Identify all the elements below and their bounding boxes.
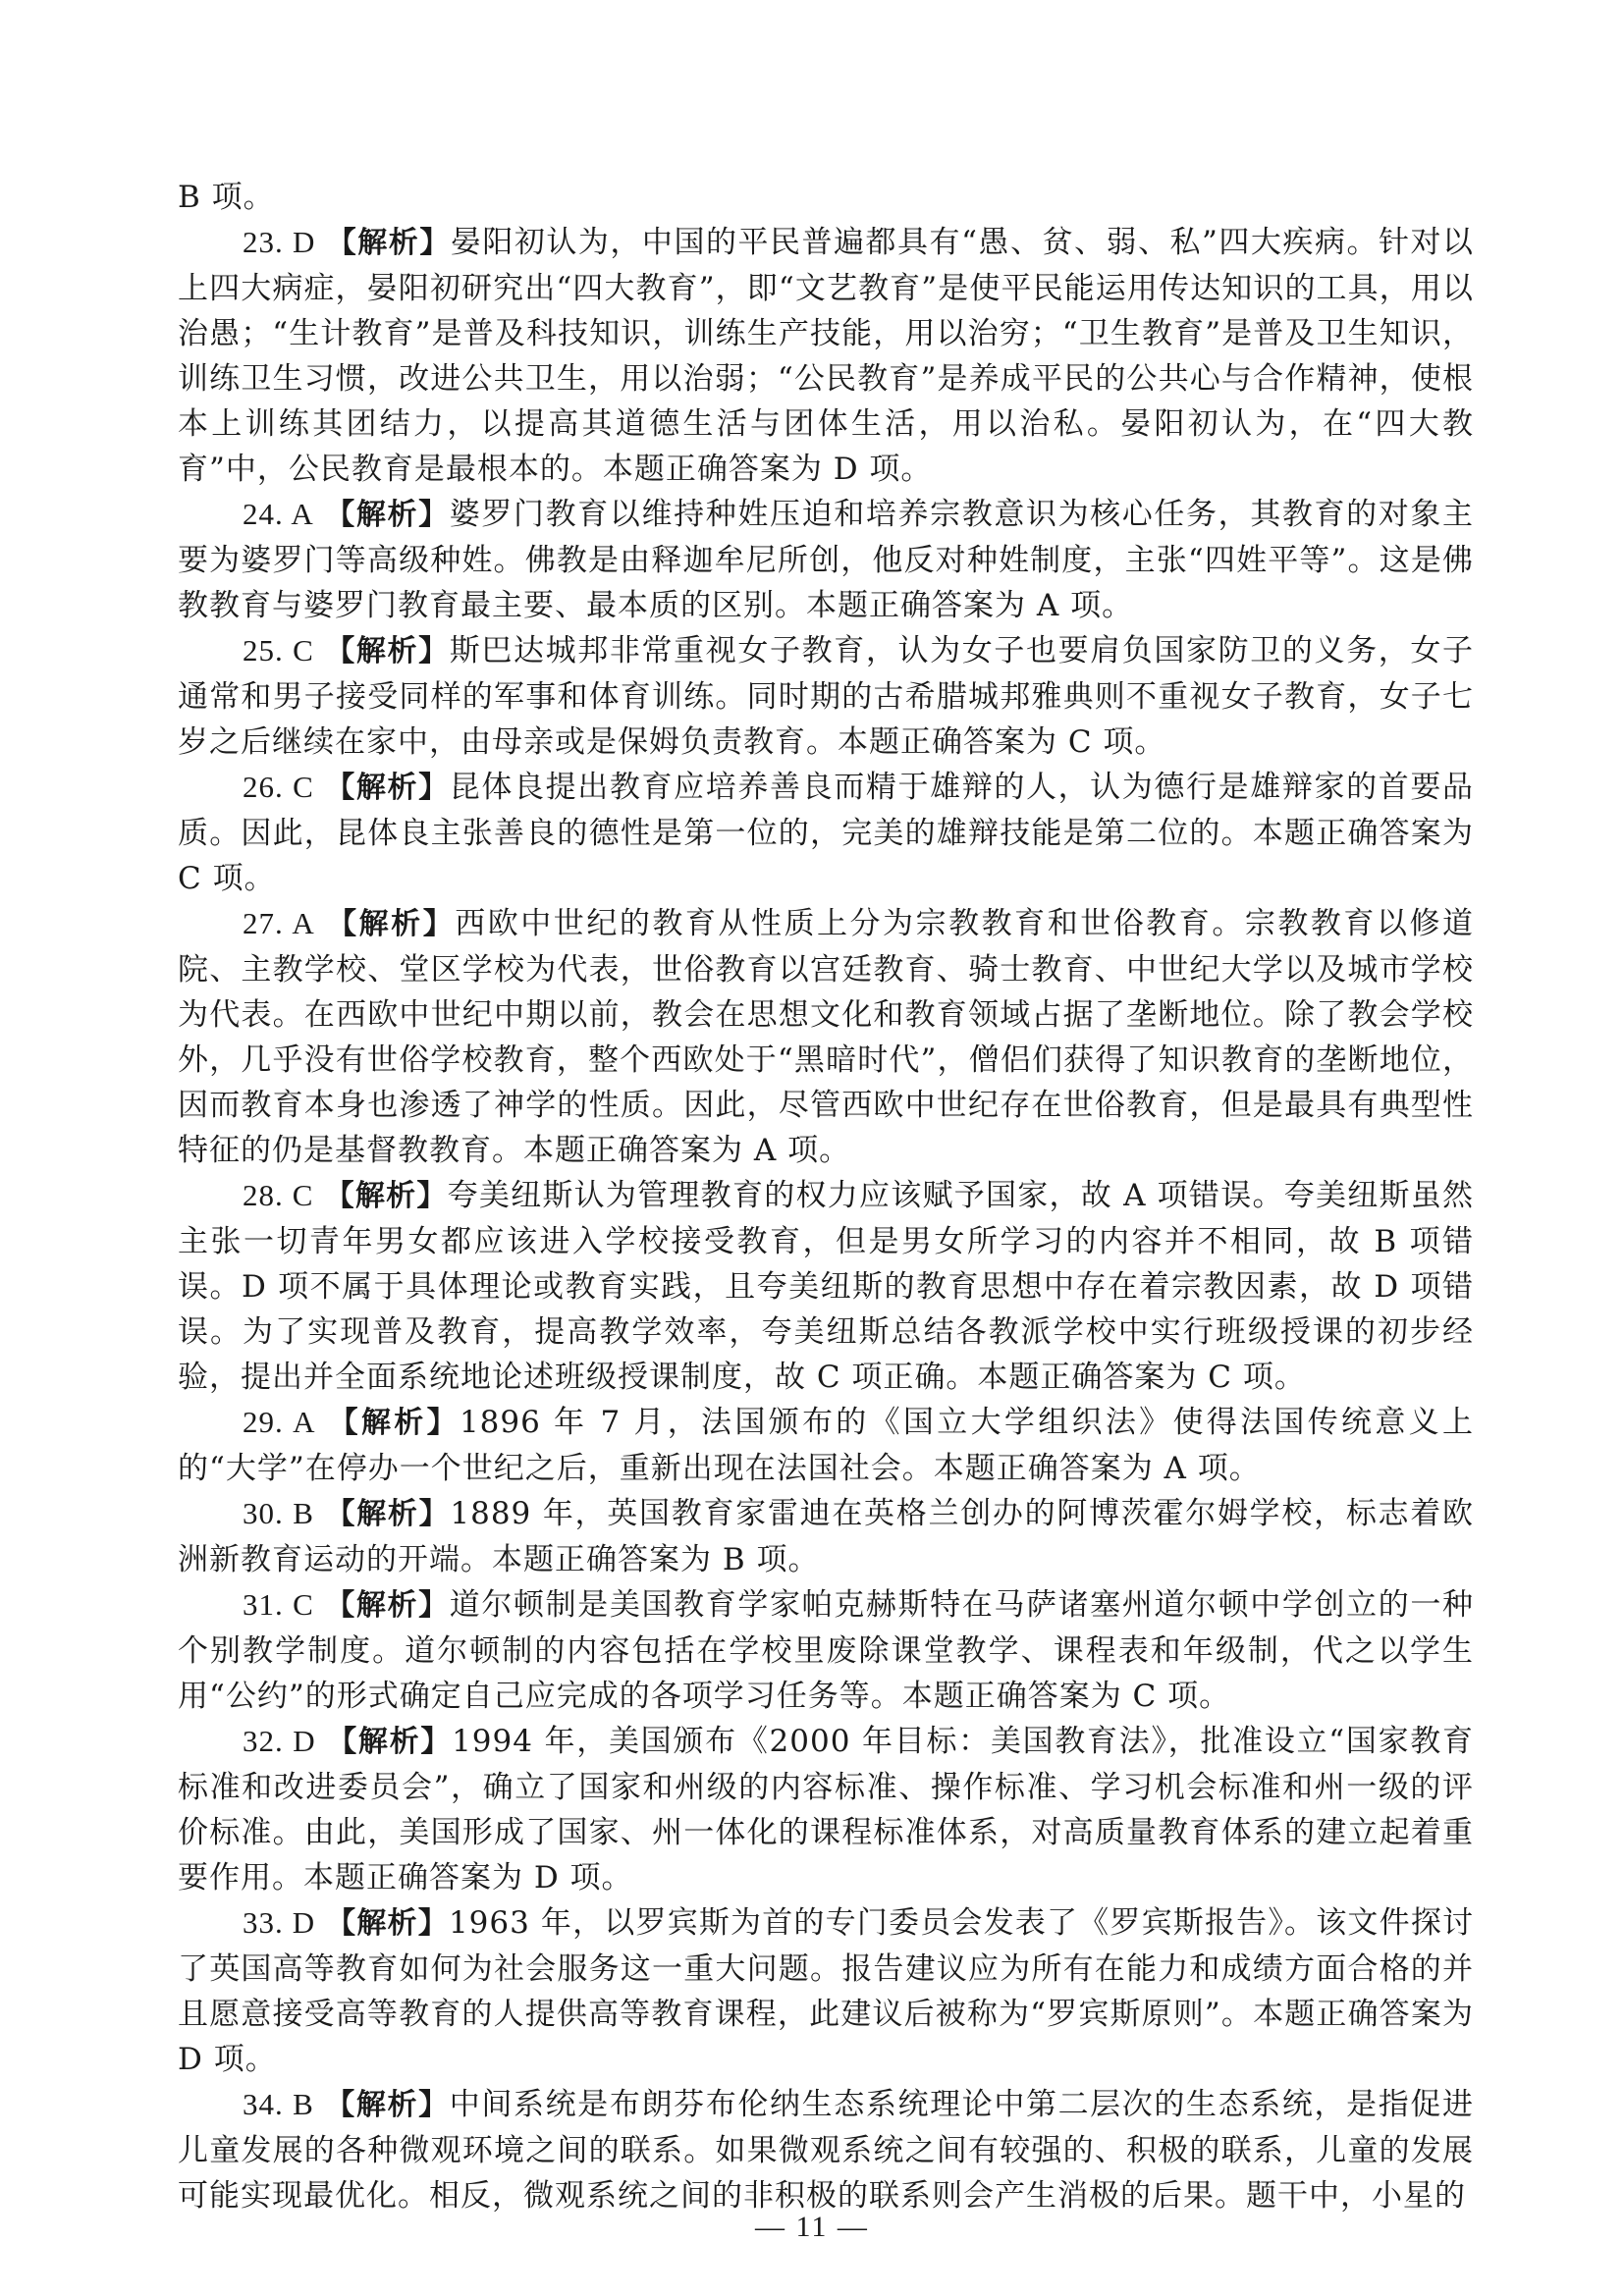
- analysis-tag: 【解析】: [324, 1179, 448, 1213]
- answer-item: [178, 1900, 1474, 2082]
- answer-number: 26. C: [243, 770, 314, 804]
- analysis-tag: 【解析】: [326, 1906, 449, 1941]
- analysis-tag: 【解析】: [325, 2088, 450, 2122]
- analysis-text: 道尔顿制是美国教育学家帕克赫斯特在马萨诸塞州道尔顿中学创立的一种个别教学制度。道尔顿制的内容包括在学校里废除课堂教学、课程表和年级制，代之以学生用“公约”的形式确定自己应完成的各项学习任务等。本题正确答案为 C 项。: [178, 1587, 1475, 1714]
- answer-number: 27. A: [243, 906, 315, 940]
- analysis-tag: 【解析】: [325, 498, 450, 532]
- answer-number: 33. D: [243, 1905, 316, 1940]
- analysis-text: 婆罗门教育以维持种姓压迫和培养宗教意识为核心任务，其教育的对象主要为婆罗门等高级种姓。佛教是由释迦牟尼所创，他反对种姓制度，主张“四姓平等”。这是佛教教育与婆罗门教育最主要、最本质的区别。本题正确答案为 A 项。: [178, 497, 1475, 623]
- analysis-tag: 【解析】: [327, 907, 456, 941]
- answer-number: 34. B: [243, 2087, 314, 2121]
- analysis-text: 1896 年 7 月，法国颁布的《国立大学组织法》使得法国传统意义上的“大学”在停办一个世纪之后，重新出现在法国社会。本题正确答案为 A 项。: [178, 1405, 1474, 1486]
- analysis-text: 中间系统是布朗芬布伦纳生态系统理论中第二层次的生态系统，是指促进儿童发展的各种微观环境之间的联系。如果微观系统之间有较强的、积极的联系，儿童的发展可能实现最优化。相反，微观系统之间的非积极的联系则会产生消极的后果。题干中，小星的: [178, 2087, 1475, 2214]
- analysis-tag: 【解析】: [325, 1588, 450, 1623]
- answer-item: [178, 2082, 1474, 2218]
- answer-item: [178, 1400, 1474, 1491]
- answer-number: 32. D: [243, 1724, 316, 1758]
- answer-number: 29. A: [243, 1405, 316, 1439]
- answer-item: [178, 901, 1474, 1173]
- answer-number: 23. D: [243, 225, 316, 259]
- answer-item: [178, 1491, 1474, 1582]
- answer-list: [178, 220, 1474, 2218]
- answer-item: [178, 628, 1474, 765]
- answer-item: [178, 220, 1474, 492]
- analysis-tag: 【解析】: [325, 1497, 451, 1531]
- analysis-tag: 【解析】: [326, 226, 451, 260]
- answer-item: [178, 1582, 1474, 1719]
- analysis-text: 斯巴达城邦非常重视女子教育，认为女子也要肩负国家防卫的义务，女子通常和男子接受同样的军事和体育训练。同时期的古希腊城邦雅典则不重视女子教育，女子七岁之后继续在家中，由母亲或是保姆负责教育。本题正确答案为 C 项。: [178, 633, 1475, 760]
- answer-number: 28. C: [243, 1178, 314, 1212]
- analysis-text: 夸美纽斯认为管理教育的权力应该赋予国家，故 A 项错误。夸美纽斯虽然主张一切青年男女都应该进入学校接受教育，但是男女所学习的内容并不相同，故 B 项错误。D 项不属于具体理论或教育实践，且夸美纽斯的教育思想中存在着宗教因素，故 D 项错误。为了实现普及教育，提高教学效率，夸美纽斯总结各教派学校中实行班级授课的初步经验，提出并全面系统地论述班级授课制度，故 C 项正确。本题正确答案为 C 项。: [178, 1178, 1475, 1395]
- answer-item: [178, 765, 1474, 901]
- answer-item: [178, 1173, 1474, 1400]
- answer-number: 25. C: [243, 633, 314, 667]
- analysis-tag: 【解析】: [325, 634, 450, 668]
- answer-number: 31. C: [243, 1587, 314, 1622]
- analysis-text: 昆体良提出教育应培养善良而精于雄辩的人，认为德行是雄辩家的首要品质。因此，昆体良主张善良的德性是第一位的，完美的雄辩技能是第二位的。本题正确答案为 C 项。: [178, 770, 1475, 896]
- analysis-tag: 【解析】: [325, 771, 450, 805]
- answer-item: [178, 1719, 1474, 1900]
- analysis-text: 1963 年，以罗宾斯为首的专门委员会发表了《罗宾斯报告》。该文件探讨了英国高等教育如何为社会服务这一重大问题。报告建议应为所有在能力和成绩方面合格的并且愿意接受高等教育的人提供高等教育课程，此建议后被称为“罗宾斯原则”。本题正确答案为 D 项。: [178, 1905, 1475, 2077]
- analysis-text: 1889 年，英国教育家雷迪在英格兰创办的阿博茨霍尔姆学校，标志着欧洲新教育运动的开端。本题正确答案为 B 项。: [178, 1496, 1475, 1577]
- analysis-tag: 【解析】: [328, 1406, 460, 1440]
- answer-item: [178, 492, 1474, 628]
- answer-explanations: [178, 175, 1474, 2218]
- answer-number: 24. A: [243, 497, 314, 531]
- analysis-text: 晏阳初认为，中国的平民普遍都具有“愚、贫、弱、私”四大疾病。针对以上四大病症，晏阳初研究出“四大教育”，即“文艺教育”是使平民能运用传达知识的工具，用以治愚；“生计教育”是普及科技知识，训练生产技能，用以治穷；“卫生教育”是普及卫生知识，训练卫生习惯，改进公共卫生，用以治弱；“公民教育”是养成平民的公共心与合作精神，使根本上训练其团结力，以提高其道德生活与团体生活，用以治私。晏阳初认为，在“四大教育”中，公民教育是最根本的。本题正确答案为 D 项。: [178, 225, 1474, 487]
- continued-fragment: B 项。: [178, 180, 275, 215]
- analysis-text: 1994 年，美国颁布《2000 年目标：美国教育法》，批准设立“国家教育标准和改进委员会”，确立了国家和州级的内容标准、操作标准、学习机会标准和州一级的评价标准。由此，美国形成了国家、州一体化的课程标准体系，对高质量教育体系的建立起着重要作用。本题正确答案为 D 项。: [178, 1724, 1475, 1896]
- answer-number: 30. B: [243, 1496, 314, 1530]
- analysis-text: 西欧中世纪的教育从性质上分为宗教教育和世俗教育。宗教教育以修道院、主教学校、堂区学校为代表，世俗教育以宫廷教育、骑士教育、中世纪大学以及城市学校为代表。在西欧中世纪中期以前，教会在思想文化和教育领域占据了垄断地位。除了教会学校外，几乎没有世俗学校教育，整个西欧处于“黑暗时代”，僧侣们获得了知识教育的垄断地位，因而教育本身也渗透了神学的性质。因此，尽管西欧中世纪存在世俗教育，但是最具有典型性特征的仍是基督教教育。本题正确答案为 A 项。: [178, 906, 1475, 1168]
- analysis-tag: 【解析】: [327, 1725, 453, 1759]
- page-number: — 11 —: [755, 2211, 869, 2243]
